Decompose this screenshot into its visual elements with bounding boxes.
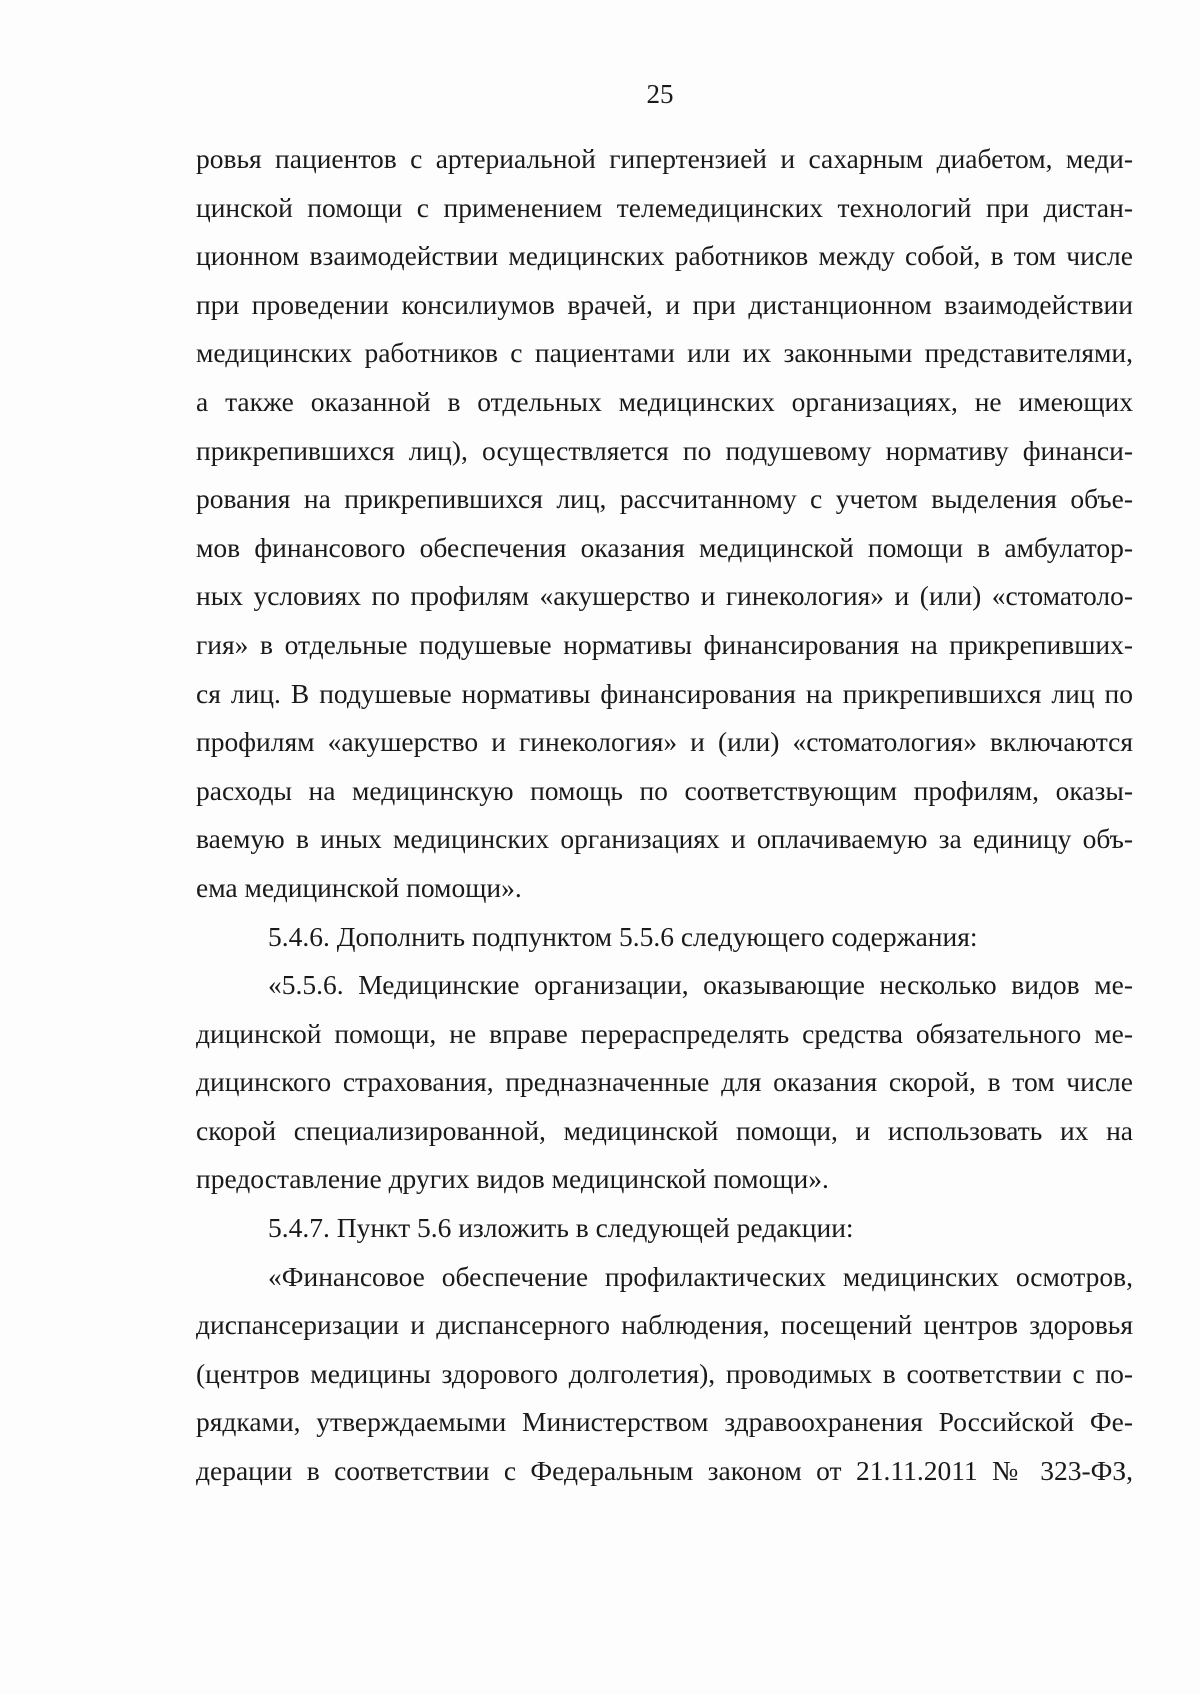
text-line: ема медицинской помощи». <box>196 871 522 903</box>
text-line: прикрепившихся лиц), осуществляется по подушевому нормативу финанси- <box>196 434 1133 466</box>
text-line: медицинских работников с пациентами или их законными представителями, <box>196 337 1133 369</box>
text-line: предоставление других видов медицинской помощи». <box>196 1163 829 1195</box>
text-line: «5.5.6. Медицинские организации, оказывающие несколько видов ме- <box>268 969 1133 1001</box>
text-line: ных условиях по профилям «акушерство и гинекология» и (или) «стоматоло- <box>196 580 1133 612</box>
text-line: при проведении консилиумов врачей, и при дистанционном взаимодействии <box>196 288 1133 320</box>
page-number: 25 <box>646 79 674 109</box>
text-line: рядками, утверждаемыми Министерством здравоохранения Российской Фе- <box>196 1406 1133 1438</box>
text-line: гия» в отдельные подушевые нормативы финансирования на прикрепивших- <box>196 628 1133 660</box>
text-line: дицинской помощи, не вправе перераспределять средства обязательного ме- <box>196 1017 1133 1049</box>
text-line: скорой специализированной, медицинской помощи, и использовать их на <box>196 1114 1133 1146</box>
text-line: 5.4.7. Пункт 5.6 изложить в следующей редакции: <box>268 1212 854 1244</box>
text-line: дицинского страхования, предназначенные для оказания скорой, в том числе <box>196 1066 1133 1098</box>
text-line: цинской помощи с применением телемедицинских технологий при дистан- <box>196 191 1133 223</box>
text-line: «Финансовое обеспечение профилактических медицинских осмотров, <box>268 1260 1133 1292</box>
text-line: мов финансового обеспечения оказания медицинской помощи в амбулатор- <box>196 531 1133 563</box>
text-line: ся лиц. В подушевые нормативы финансирования на прикрепившихся лиц по <box>196 677 1133 709</box>
text-line: расходы на медицинскую помощь по соответствующим профилям, оказы- <box>196 774 1133 806</box>
text-line: дерации в соответствии с Федеральным законом от 21.11.2011 № 323-ФЗ, <box>196 1455 1133 1487</box>
body-text <box>196 135 1133 1496</box>
text-line: 5.4.6. Дополнить подпунктом 5.5.6 следующего содержания: <box>268 920 978 952</box>
text-line: рования на прикрепившихся лиц, рассчитанному с учетом выделения объе- <box>196 483 1133 515</box>
text-line: ционном взаимодействии медицинских работников между собой, в том числе <box>196 240 1133 272</box>
text-line: (центров медицины здорового долголетия), проводимых в соответствии с по- <box>196 1357 1133 1389</box>
text-line: а также оказанной в отдельных медицинских организациях, не имеющих <box>196 385 1133 417</box>
text-line: ваемую в иных медицинских организациях и оплачиваемую за единицу объ- <box>196 823 1133 855</box>
text-line: диспансеризации и диспансерного наблюдения, посещений центров здоровья <box>196 1309 1133 1341</box>
text-line: ровья пациентов с артериальной гипертензией и сахарным диабетом, меди- <box>196 143 1133 174</box>
text-line: профилям «акушерство и гинекология» и (или) «стоматология» включаются <box>196 726 1133 758</box>
